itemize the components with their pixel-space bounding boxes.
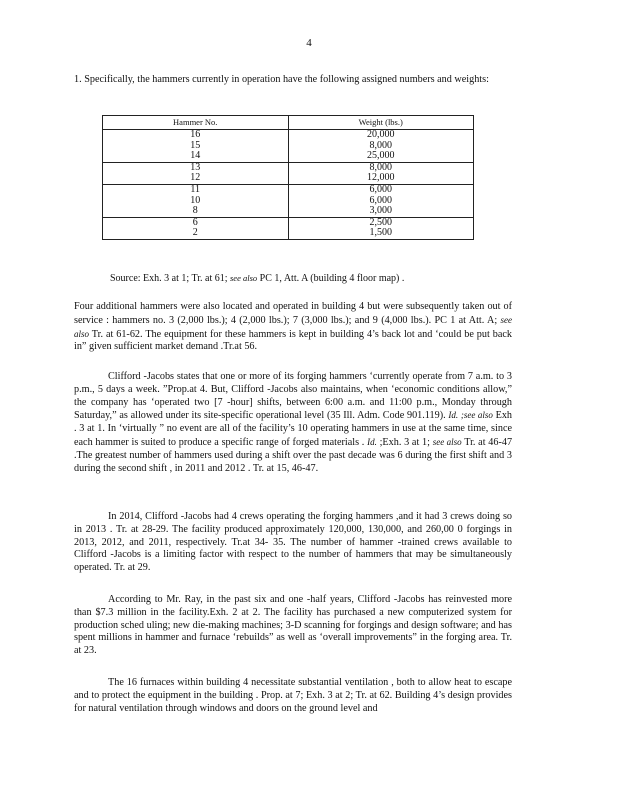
paragraph-additional-hammers [74, 301, 512, 354]
hammer-weight: 3,000 [369, 205, 392, 217]
paragraph-crews: In 2014, Clifford -Jacobs had 4 crews operating the forging hammers ,and it had 3 crews doing so in 2013 . Tr. at 28-29. The facility produced approximately 120,000, 130,000, and 260,00 0 forgings in 2013, 2012, and 2011, respectively. Tr.at 34- 35. The number of hammer -trained crews available to Clifford -Jacobs is a limiting factor with respect to the number of hammers that may be simultaneously operated. Tr. at 29. [74, 511, 512, 574]
hammer-weight: 8,000 [369, 161, 392, 173]
paragraph-ventilation: The 16 furnaces within building 4 necessitate substantial ventilation , both to allow heat to escape and to protect the equipment in the building . Prop. at 7; Exh. 3 at 2; Tr. at 62. Building 4’s design provides for natural ventilation through windows and doors on the ground level and [74, 677, 512, 714]
intro-paragraph: 1. Specifically, the hammers currently in operation have the following assigned numbers and weights: [74, 74, 489, 85]
page-number: 4 [306, 37, 312, 49]
table-row [103, 206, 474, 217]
table-row [103, 228, 474, 239]
hammer-weight: 2,500 [369, 216, 392, 228]
hammer-weight: 6,000 [369, 184, 392, 196]
hammer-weight: 1,500 [369, 227, 392, 239]
hammer-no: 2 [103, 228, 289, 239]
hammer-no: 14 [103, 151, 289, 162]
hammer-weight: 12,000 [367, 172, 395, 184]
hammer-no: 13 [103, 162, 289, 173]
hammer-no: 15 [103, 141, 289, 152]
header-hammer-no: Hammer No. [103, 116, 289, 130]
table-source-note [110, 273, 404, 284]
hammer-weight: 8,000 [369, 139, 392, 151]
hammer-no: 11 [103, 184, 289, 195]
paragraph-reinvestment: According to Mr. Ray, in the past six and one -half years, Clifford -Jacobs has reinvested more than $7.3 million in the facility.Exh. 2 at 2. The facility has purchased a new computerized system for production sched uling; new die-making machines; 3-D scanning for forgings and design software; and has spent millions in hammer and furnace ‘rebuilds” as well as ‘overall improvements” in the forging area. Tr. at 23. [74, 594, 512, 657]
paragraph-text: Tr. at 46-47 .The greatest number of hammers used during a shift over the past decade was 6 during the first shift and 3 during the second shift , in 2011 and 2012 . Tr. at 15, 46-47. [74, 436, 513, 474]
table-row [103, 173, 474, 184]
hammer-no: 6 [103, 217, 289, 228]
paragraph-text: Clifford -Jacobs states that one or more of its forging hammers ‘currently operate from 7 a.m. to 3 p.m., 5 days a week. ”Prop.at 4. But, Clifford -Jacobs also maintains, when ‘economic conditions allow,” the company has ‘operated two [7 -hour] shifts, between 6:00 a.m. and 11:00 p.m., Monday through Saturday,” as allowed under its site-specific operational level (35 Ill. Adm. Code 901.119). [74, 371, 512, 422]
citation-signal: ;see also [460, 410, 493, 421]
paragraph-text: ;Exh. 3 at 1; [379, 436, 430, 448]
citation-signal: see also [432, 436, 462, 447]
paragraph-text: Four additional hammers were also located and operated in building 4 but were subsequently taken out of service : hammers no. 3 (2,000 lbs.); 4 (2,000 lbs.); 7 (3,000 lbs.); and 9 (4,000 lbs.). PC 1 at Att. A; [74, 301, 512, 326]
table-row [103, 151, 474, 162]
paragraph-operating-shifts [74, 371, 512, 475]
source-see-also: see also [230, 273, 258, 283]
source-text: Source: Exh. 3 at 1; Tr. at 61; [110, 273, 228, 284]
hammer-weight: 6,000 [369, 194, 392, 206]
citation-signal: Id. [367, 436, 377, 447]
table-row [103, 184, 474, 195]
hammer-no: 12 [103, 173, 289, 184]
table-row [103, 217, 474, 228]
table-row [103, 162, 474, 173]
hammer-no: 8 [103, 206, 289, 217]
citation-signal: Id. [448, 410, 459, 421]
hammer-weight: 20,000 [367, 129, 395, 141]
paragraph-text: Tr. at 61-62. The equipment for these hammers is kept in building 4’s back lot and ‘could be put back in” given sufficient market demand .Tr.at 56. [74, 328, 512, 353]
citation-signal: see also [74, 314, 512, 339]
hammer-weight: 25,000 [367, 150, 395, 162]
source-text-end: PC 1, Att. A (building 4 floor map) . [259, 273, 405, 284]
paragraph-text: Exh . 3 at 1. In ‘virtually ” no event are all of the facility’s 10 operating hammers in use at the same time, since each hammer is suited to produce a specific range of forged materials . [74, 410, 513, 448]
hammer-no: 16 [103, 130, 289, 141]
hammer-table [102, 115, 474, 240]
table-row [103, 130, 474, 141]
table-row [103, 196, 474, 207]
hammer-no: 10 [103, 196, 289, 207]
table-row [103, 141, 474, 152]
header-weight: Weight (lbs.) [288, 116, 474, 130]
